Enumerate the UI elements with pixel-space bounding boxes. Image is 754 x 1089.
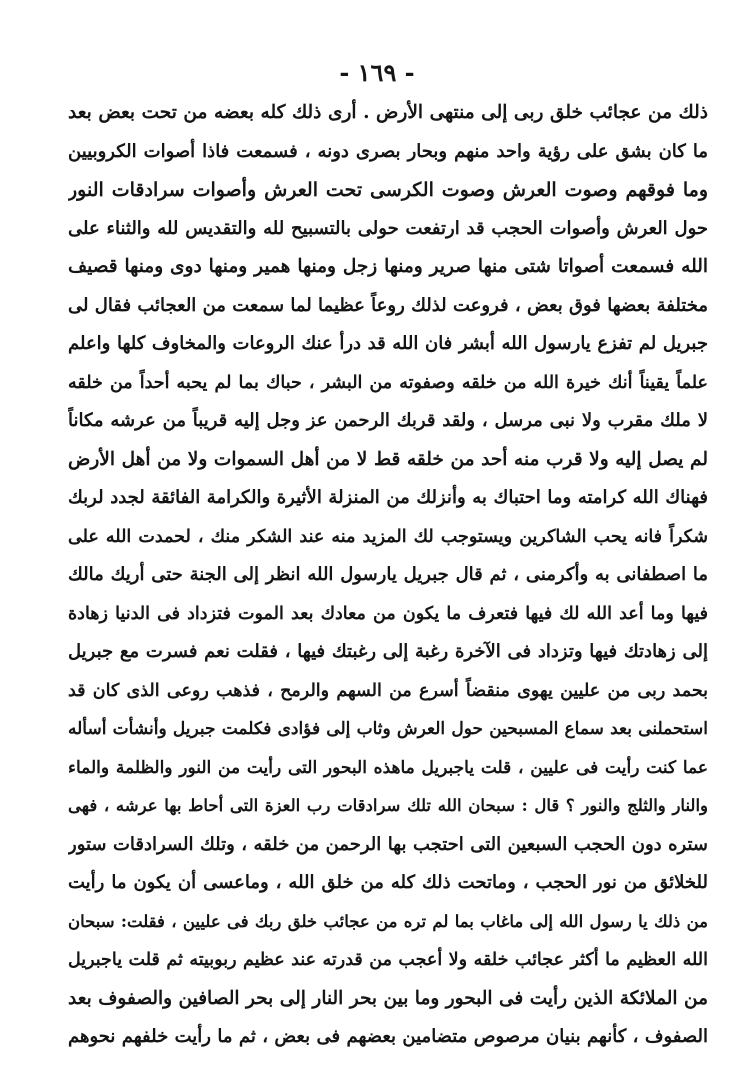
text-line-23: الله العظيم ما أكثر عجائب خلقه ولا أعجب من قدرته عند عظيم ربوبيته ثم قلت ياجبريل	[68, 950, 708, 970]
page-number: - ١٦٩ -	[339, 58, 415, 87]
text-line-13: ما اصطفانى به وأكرمنى ، ثم قال جبريل يارسول الله انظر إلى الجنة حتى أريك مالك	[68, 564, 708, 585]
text-line-20: ستره دون الحجب السبعين التى احتجب بها الرحمن من خلقه ، وتلك السرادقات ستور	[68, 833, 708, 855]
text-line-16: بحمد ربى من عليين يهوى منقضاً أسرع من السهم والرمح ، فذهب روعى الذى كان قد	[68, 680, 708, 701]
text-line-11: فهناك الله كرامته وما احتباك به وأنزلك من المنزلة الأثيرة والكرامة الفائقة لجدد لربك	[68, 487, 708, 508]
text-line-25: الصفوف ، كأنهم بنيان مرصوص متضامين بعضهم فى بعض ، ثم ما رأيت خلفهم نحوهم	[68, 1026, 708, 1047]
text-line-24: من الملائكة الذين رأيت فى البحور وما بين بحر النار إلى بحر الصافين والصفوف بعد	[68, 987, 708, 1009]
text-line-8: علماً يقيناً أنك خيرة الله من خلقه وصفوته من البشر ، حباك بما لم يحبه أحداً من خلقه	[68, 372, 708, 393]
text-line-6: مختلفة بعضها فوق بعض ، فروعت لذلك روعاً عظيما لما سمعت من العجائب فقال لى	[68, 294, 708, 316]
text-line-5: الله فسمعت أصواتا شتى منها صرير ومنها زجل ومنها همير ومنها دوى ومنها قصيف	[68, 256, 708, 277]
text-line-15: إلى زهادتك فيها وتزداد فى الآخرة رغبة إلى رغبتك فيها ، فقلت نعم فسرت مع جبريل	[68, 641, 708, 662]
text-line-4: حول العرش وأصوات الحجب قد ارتفعت حولى بالتسبيح لله والتقديس لله والثناء على	[68, 217, 708, 239]
text-line-21: للخلائق من نور الحجب ، وماتحت ذلك كله من خلق الله ، وماعسى أن يكون ما رأيت	[68, 872, 708, 893]
text-line-3: وما فوقهم وصوت العرش وصوت الكرسى تحت العرش وأصوات سرادقات النور	[68, 179, 708, 201]
text-line-14: فيها وما أعد الله لك فيها فتعرف ما يكون من معادك بعد الموت فتزداد فى الدنيا زهادة	[68, 603, 708, 624]
text-line-17: استحملنى بعد سماع المسبحين حول العرش وثاب إلى فؤادى فكلمت جبريل وأنشأت أسأله	[68, 719, 708, 739]
text-line-9: لا ملك مقرب ولا نبى مرسل ، ولقد قربك الرحمن عز وجل إليه قريباً من عرشه مكاناً	[68, 410, 708, 431]
text-line-1: ذلك من عجائب خلق ربى إلى منتهى الأرض . أرى ذلك كله بعضه من تحت بعض بعد	[68, 102, 708, 123]
text-line-2: ما كان بشق على رؤية واحد منهم وبحار بصرى دونه ، فسمعت فاذا أصوات الكروبيين	[68, 140, 708, 162]
text-line-19: والنار والثلج والنور ؟ قال : سبحان الله تلك سرادقات رب العزة التى أحاط بها عرشه ، فهى	[68, 796, 708, 815]
body-text	[68, 94, 708, 1057]
text-line-18: عما كنت رأيت فى عليين ، قلت ياجبريل ماهذه البحور التى رأيت من النور والظلمة والماء	[68, 757, 708, 778]
text-line-12: شكراً فانه يحب الشاكرين ويستوجب لك المزيد منه عند الشكر منك ، لحمدت الله على	[68, 526, 708, 547]
text-line-22: من ذلك يا رسول الله إلى ماغاب بما لم تره من عجائب خلق ربك فى عليين ، فقلت: سبحان	[68, 911, 708, 931]
text-line-10: لم يصل إليه ولا قرب منه أحد من خلقه قط لا من أهل السموات ولا من أهل الأرض	[68, 448, 708, 470]
text-line-7: جبريل لم تفزع يارسول الله أبشر فان الله قد درأ عنك الروعات والمخاوف كلها واعلم	[68, 333, 708, 354]
